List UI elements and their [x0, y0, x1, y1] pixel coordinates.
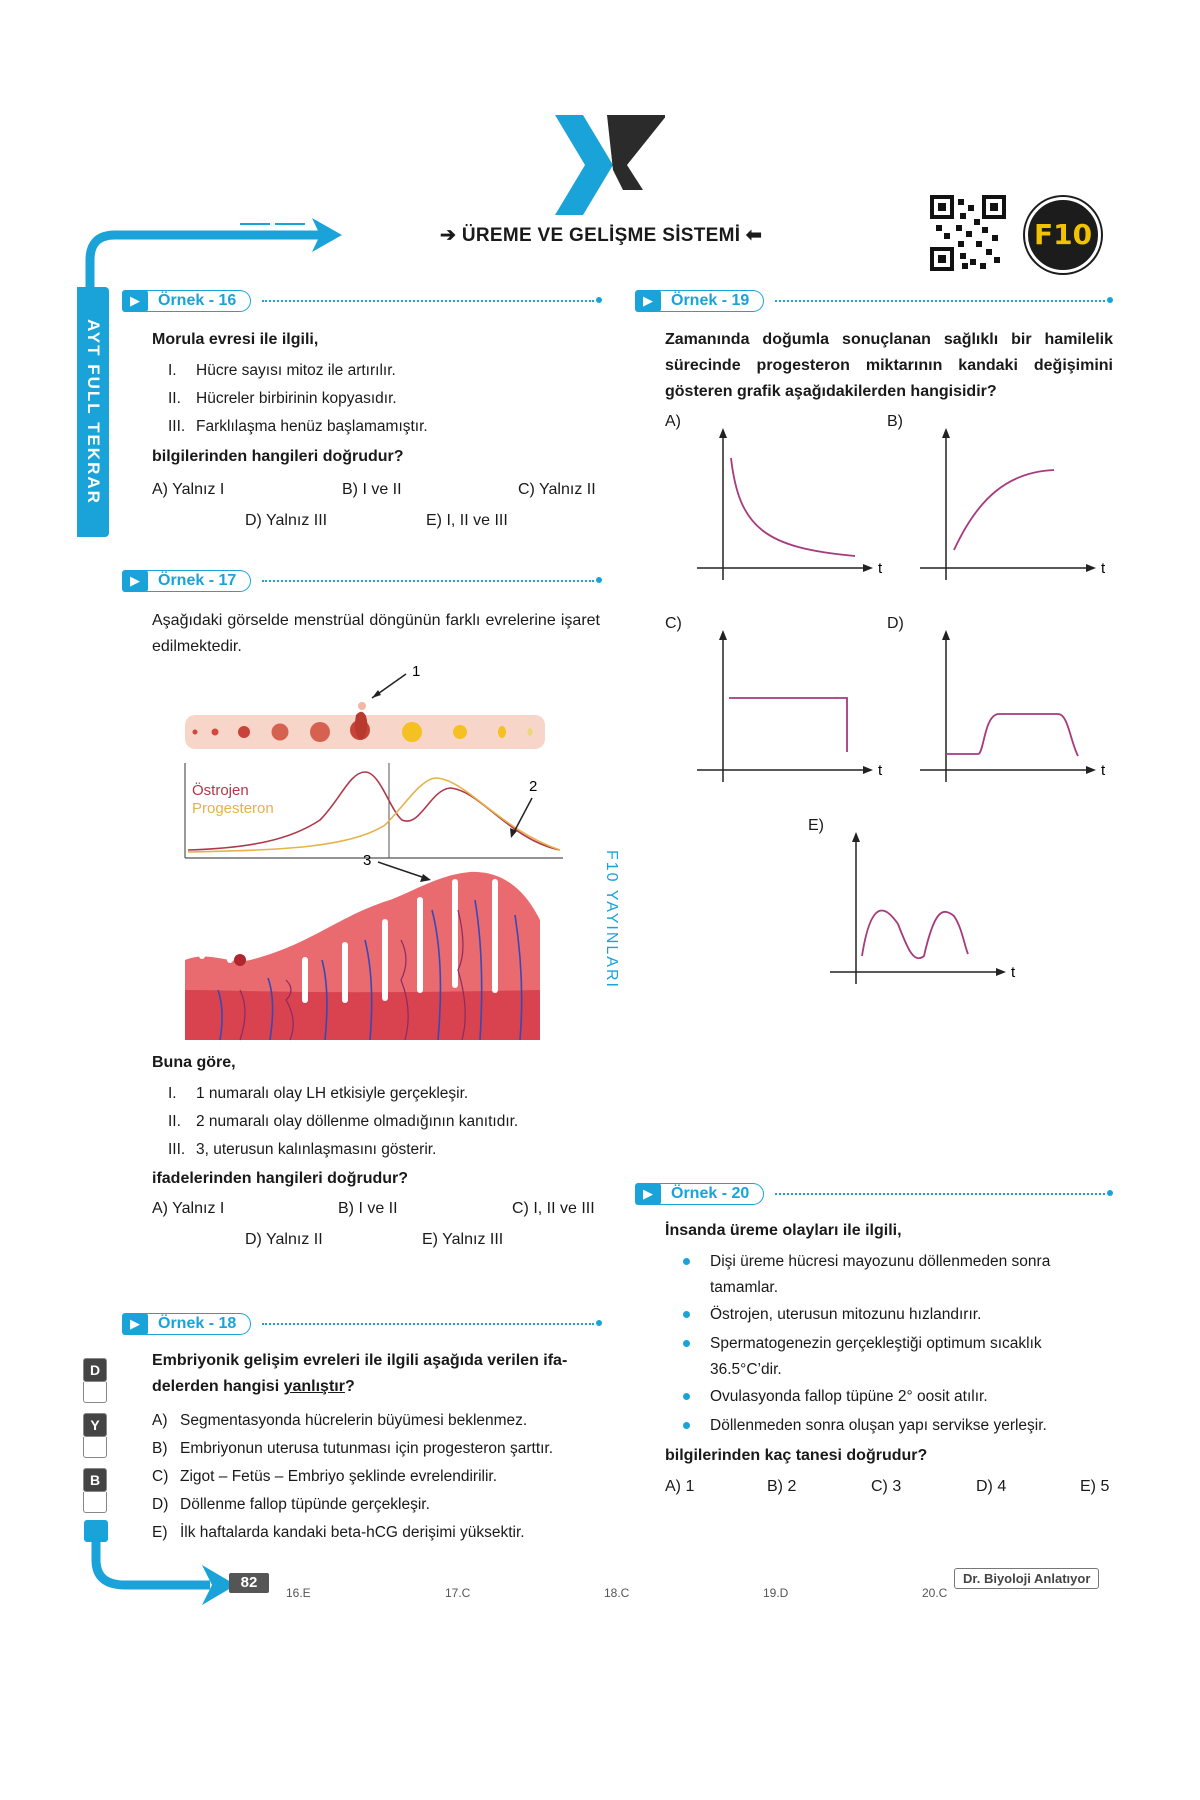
play-icon: ▶: [122, 290, 148, 312]
sidebar-label: AYT FULL TEKRAR: [84, 319, 103, 505]
figure-marker-1: 1: [412, 663, 421, 680]
graph-e-letter[interactable]: E): [808, 817, 824, 834]
answer-key-17: 17.C: [445, 1586, 471, 1600]
arrow-left-icon: ⬅: [740, 225, 763, 246]
q17-item-1: I. 1 numaralı olay LH etkisiyle gerçekleşir.: [168, 1085, 469, 1102]
legend-estrogen: Östrojen: [192, 782, 249, 799]
q18-option-e[interactable]: E) İlk haftalarda kandaki beta-hCG derişimi yüksektir.: [152, 1524, 525, 1541]
q16-option-c[interactable]: C) Yalnız II: [518, 481, 596, 498]
q20-option-a[interactable]: A) 1: [665, 1478, 695, 1495]
q16-option-e[interactable]: E) I, II ve III: [426, 512, 508, 529]
q20-question: bilgilerinden kaç tanesi doğrudur?: [665, 1447, 928, 1464]
answer-key-19: 19.D: [763, 1586, 789, 1600]
graph-a[interactable]: [695, 428, 895, 588]
page-number: 82: [229, 1573, 269, 1593]
q18-stem: Embriyonik gelişim evreleri ile ilgili aşağıda verilen ifa- delerden hangisi yanlıştır?: [152, 1352, 568, 1395]
footer-arrow-decoration: [80, 1520, 240, 1610]
q17-item-2: II. 2 numaralı olay döllenme olmadığının kanıtıdır.: [168, 1113, 519, 1130]
example-20-label: Örnek - 20: [659, 1183, 764, 1205]
publisher-vertical-label: F10 YAYINLARI: [603, 850, 620, 989]
example-18-label: Örnek - 18: [146, 1313, 251, 1335]
checkbox-d[interactable]: [83, 1382, 107, 1403]
qr-code-icon[interactable]: [930, 195, 1006, 271]
f10-brand-badge: F10: [1025, 197, 1101, 273]
example-17-header: [122, 570, 602, 592]
graph-c[interactable]: [695, 630, 895, 790]
play-icon: ▶: [122, 570, 148, 592]
q16-item-2: II. Hücreler birbirinin kopyasıdır.: [168, 390, 397, 407]
graph-a-letter[interactable]: A): [665, 413, 681, 430]
play-icon: ▶: [122, 1313, 148, 1335]
sidebar-tab: [77, 287, 109, 537]
svg-text:t: t: [878, 762, 883, 779]
answer-key-18: 18.C: [604, 1586, 630, 1600]
graph-b-letter[interactable]: B): [887, 413, 903, 430]
graph-d-letter[interactable]: D): [887, 615, 904, 632]
q17-stem: Aşağıdaki görselde menstrüal döngünün farklı evrelerine işaret edilmektedir.: [152, 612, 600, 655]
answer-key-20: 20.C: [922, 1586, 948, 1600]
q20-bullet-4: Ovulasyonda fallop tüpüne 2° oosit atılır.: [683, 1384, 1103, 1410]
q16-item-1: I. Hücre sayısı mitoz ile artırılır.: [168, 362, 396, 379]
checkbox-label-d: D: [83, 1358, 107, 1382]
figure-marker-3: 3: [363, 852, 372, 869]
brand-x-logo: [555, 115, 665, 215]
q18-option-c[interactable]: C) Zigot – Fetüs – Embriyo şeklinde evrelendirilir.: [152, 1468, 498, 1485]
q18-option-b[interactable]: B) Embriyonun uterusa tutunması için progesteron şarttır.: [152, 1440, 554, 1457]
legend-progesterone: Progesteron: [192, 800, 274, 817]
answer-key-16: 16.E: [286, 1586, 311, 1600]
svg-text:t: t: [1101, 560, 1106, 577]
svg-text:t: t: [1101, 762, 1106, 779]
q17-option-c[interactable]: C) I, II ve III: [512, 1200, 595, 1217]
figure-marker-2: 2: [529, 778, 538, 795]
q19-stem: Zamanında doğumla sonuçlanan sağlıklı bir hamilelik sürecinde progesteron miktarının kandaki değişimini gösteren grafik aşağıdakilerden hangisidir?: [665, 331, 1113, 400]
header-arrow-decoration: [80, 210, 350, 290]
play-icon: ▶: [635, 1183, 661, 1205]
q18-option-a[interactable]: A) Segmentasyonda hücrelerin büyümesi beklenmez.: [152, 1412, 528, 1429]
q20-stem: İnsanda üreme olayları ile ilgili,: [665, 1222, 902, 1239]
checkbox-label-y: Y: [83, 1413, 107, 1437]
example-17-label: Örnek - 17: [146, 570, 251, 592]
q16-stem: Morula evresi ile ilgili,: [152, 331, 319, 348]
q16-item-3: III. Farklılaşma henüz başlamamıştır.: [168, 418, 428, 435]
svg-text:t: t: [878, 560, 883, 577]
q20-option-d[interactable]: D) 4: [976, 1478, 1007, 1495]
footer-brand: Dr. Biyoloji Anlatıyor: [954, 1568, 1099, 1589]
example-20-header: [635, 1183, 1113, 1205]
play-icon: ▶: [635, 290, 661, 312]
example-16-header: [122, 290, 602, 312]
q20-option-e[interactable]: E) 5: [1080, 1478, 1110, 1495]
q17-option-d[interactable]: D) Yalnız II: [245, 1231, 323, 1248]
q16-option-a[interactable]: A) Yalnız I: [152, 481, 225, 498]
q17-lead: Buna göre,: [152, 1054, 236, 1071]
graph-c-letter[interactable]: C): [665, 615, 682, 632]
example-16-label: Örnek - 16: [146, 290, 251, 312]
graph-e[interactable]: [828, 832, 1028, 992]
q17-option-a[interactable]: A) Yalnız I: [152, 1200, 225, 1217]
q17-item-3: III. 3, uterusun kalınlaşmasını gösterir.: [168, 1141, 437, 1158]
checkbox-label-b: B: [83, 1468, 107, 1492]
q20-bullet-5: Döllenmeden sonra oluşan yapı servikse yerleşir.: [683, 1413, 1103, 1439]
q20-bullet-3: Spermatogenezin gerçekleştiği optimum sıcaklık 36.5°C’dir.: [683, 1331, 1103, 1383]
q20-option-b[interactable]: B) 2: [767, 1478, 797, 1495]
graph-d[interactable]: [918, 630, 1118, 790]
q20-option-c[interactable]: C) 3: [871, 1478, 902, 1495]
example-18-header: [122, 1313, 602, 1335]
page-title: ➔ ÜREME VE GELİŞME SİSTEMİ ⬅: [440, 225, 763, 246]
checkbox-b[interactable]: [83, 1492, 107, 1513]
graph-b[interactable]: [918, 428, 1118, 588]
menstrual-cycle-figure: [180, 660, 580, 1045]
q17-option-e[interactable]: E) Yalnız III: [422, 1231, 504, 1248]
q20-bullet-2: Östrojen, uterusun mitozunu hızlandırır.: [683, 1302, 1103, 1328]
svg-text:t: t: [1011, 964, 1016, 981]
q17-option-b[interactable]: B) I ve II: [338, 1200, 398, 1217]
q18-option-d[interactable]: D) Döllenme fallop tüpünde gerçekleşir.: [152, 1496, 430, 1513]
checkbox-y[interactable]: [83, 1437, 107, 1458]
example-19-label: Örnek - 19: [659, 290, 764, 312]
q17-question: ifadelerinden hangileri doğrudur?: [152, 1170, 409, 1187]
q16-question: bilgilerinden hangileri doğrudur?: [152, 448, 404, 465]
q16-option-b[interactable]: B) I ve II: [342, 481, 402, 498]
q20-bullet-1: Dişi üreme hücresi mayozunu döllenmeden sonra tamamlar.: [683, 1249, 1103, 1301]
example-19-header: [635, 290, 1113, 312]
arrow-right-icon: ➔: [440, 225, 462, 246]
q16-option-d[interactable]: D) Yalnız III: [245, 512, 328, 529]
